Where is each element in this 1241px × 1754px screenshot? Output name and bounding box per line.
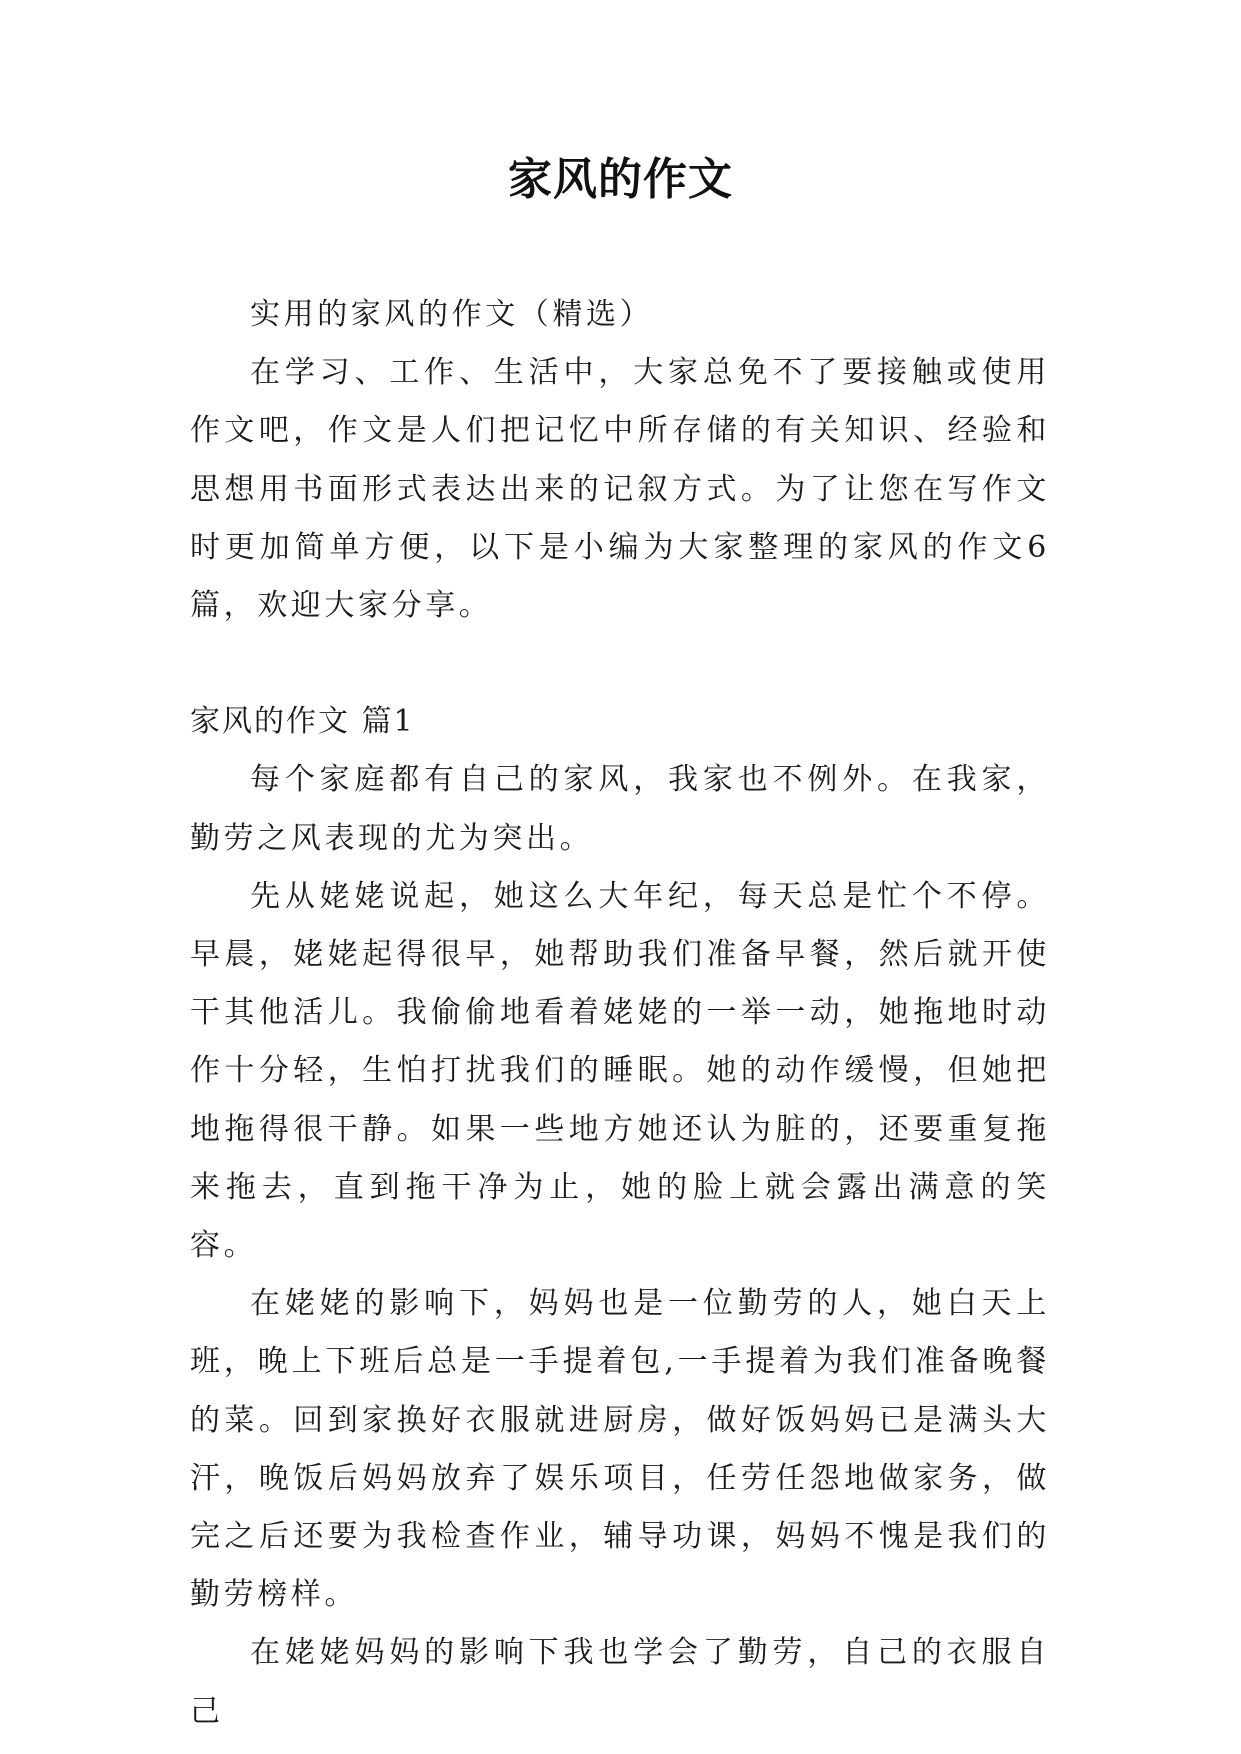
body-paragraph: 每个家庭都有自己的家风，我家也不例外。在我家，勤劳之风表现的尤为突出。 xyxy=(190,762,1050,856)
body-paragraph: 在姥姥的影响下，妈妈也是一位勤劳的人，她白天上班，晚上下班后总是一手提着包,一手提着为我们准备晚餐的菜。回到家换好衣服就进厨房，做好饭妈妈已是满头大汗，晚饭后妈妈放弃了娱乐项目，任劳任怨地做家务，做完之后还要为我检查作业，辅导功课，妈妈不愧是我们的勤劳榜样。 xyxy=(190,1286,1050,1613)
intro-paragraph: 在学习、工作、生活中，大家总免不了要接触或使用作文吧，作文是人们把记忆中所存储的有关知识、经验和思想用书面形式表达出来的记叙方式。为了让您在写作文时更加简单方便，以下是小编为大家整理的家风的作文6篇，欢迎大家分享。 xyxy=(190,355,1050,624)
document-body xyxy=(190,286,1050,1741)
section-title: 家风的作文 篇1 xyxy=(190,704,415,740)
intro-heading: 实用的家风的作文（精选） xyxy=(250,297,654,332)
body-paragraph: 在姥姥妈妈的影响下我也学会了勤劳，自己的衣服自己 xyxy=(190,1635,1050,1729)
document-title: 家风的作文 xyxy=(508,154,733,205)
body-paragraph: 先从姥姥说起，她这么大年纪，每天总是忙个不停。早晨，姥姥起得很早，她帮助我们准备早餐，然后就开使干其他活儿。我偷偷地看着姥姥的一举一动，她拖地时动作十分轻，生怕打扰我们的睡眠。她的动作缓慢，但她把地拖得很干静。如果一些地方她还认为脏的，还要重复拖来拖去，直到拖干净为止，她的脸上就会露出满意的笑容。 xyxy=(190,878,1050,1264)
section-spacer xyxy=(190,635,1050,693)
